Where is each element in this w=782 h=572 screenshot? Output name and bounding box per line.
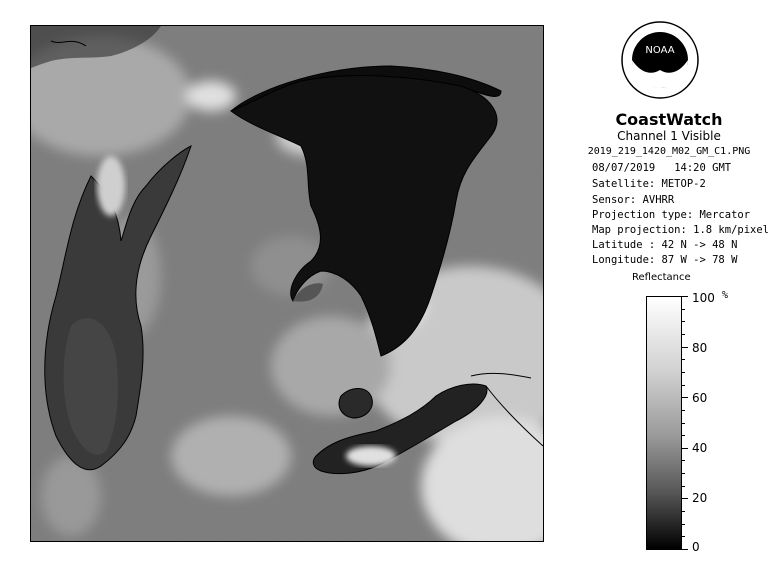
tick-label-80: 80 — [692, 341, 708, 355]
tick-label-40: 40 — [692, 441, 708, 455]
app-title: CoastWatch — [615, 110, 723, 129]
colorbar-tick — [682, 511, 685, 512]
great-lakes-map — [31, 26, 543, 541]
colorbar-tick — [682, 309, 685, 310]
lake-st-clair — [339, 389, 372, 419]
colorbar-label: Reflectance — [632, 272, 691, 283]
longitude-text: Longitude: 87 W -> 78 W — [592, 254, 738, 266]
colorbar-tick — [682, 397, 688, 398]
colorbar-tick — [682, 423, 685, 424]
time-text: 14:20 GMT — [674, 162, 732, 174]
sensor-text: Sensor: AVHRR — [592, 194, 675, 206]
file-name: 2019_219_1420_M02_GM_C1.PNG — [587, 146, 751, 157]
colorbar-unit: % — [722, 290, 729, 301]
tick-label-20: 20 — [692, 491, 708, 505]
noaa-logo — [620, 20, 700, 100]
colorbar-tick — [682, 486, 685, 487]
colorbar-tick — [682, 448, 688, 449]
colorbar-tick — [682, 498, 688, 499]
colorbar-tick — [682, 296, 688, 297]
colorbar-tick — [682, 524, 685, 525]
tick-label-60: 60 — [692, 391, 708, 405]
colorbar-tick — [682, 473, 685, 474]
colorbar-tick — [682, 347, 688, 348]
date-text: 08/07/2019 — [592, 162, 656, 174]
colorbar-tick — [682, 435, 685, 436]
channel-title: Channel 1 Visible — [617, 129, 721, 143]
colorbar-tick — [682, 334, 685, 335]
projection-type-text: Projection type: Mercator — [592, 209, 751, 221]
colorbar-tick — [682, 460, 685, 461]
colorbar-tick — [682, 549, 688, 550]
colorbar-tick — [682, 536, 685, 537]
colorbar-tick — [682, 410, 685, 411]
date-time — [592, 162, 731, 174]
colorbar-tick — [682, 359, 685, 360]
tick-label-100: 100 — [692, 291, 715, 305]
satellite-text: Satellite: METOP-2 — [592, 178, 706, 190]
satellite-image — [30, 25, 544, 542]
latitude-text: Latitude : 42 N -> 48 N — [592, 239, 738, 251]
tick-label-0: 0 — [692, 540, 700, 554]
logo-text: NOAA — [645, 45, 675, 56]
colorbar-tick — [682, 321, 685, 322]
colorbar — [646, 296, 682, 550]
map-projection-text: Map projection: 1.8 km/pixel — [592, 224, 770, 236]
colorbar-tick — [682, 385, 685, 386]
colorbar-tick — [682, 372, 685, 373]
